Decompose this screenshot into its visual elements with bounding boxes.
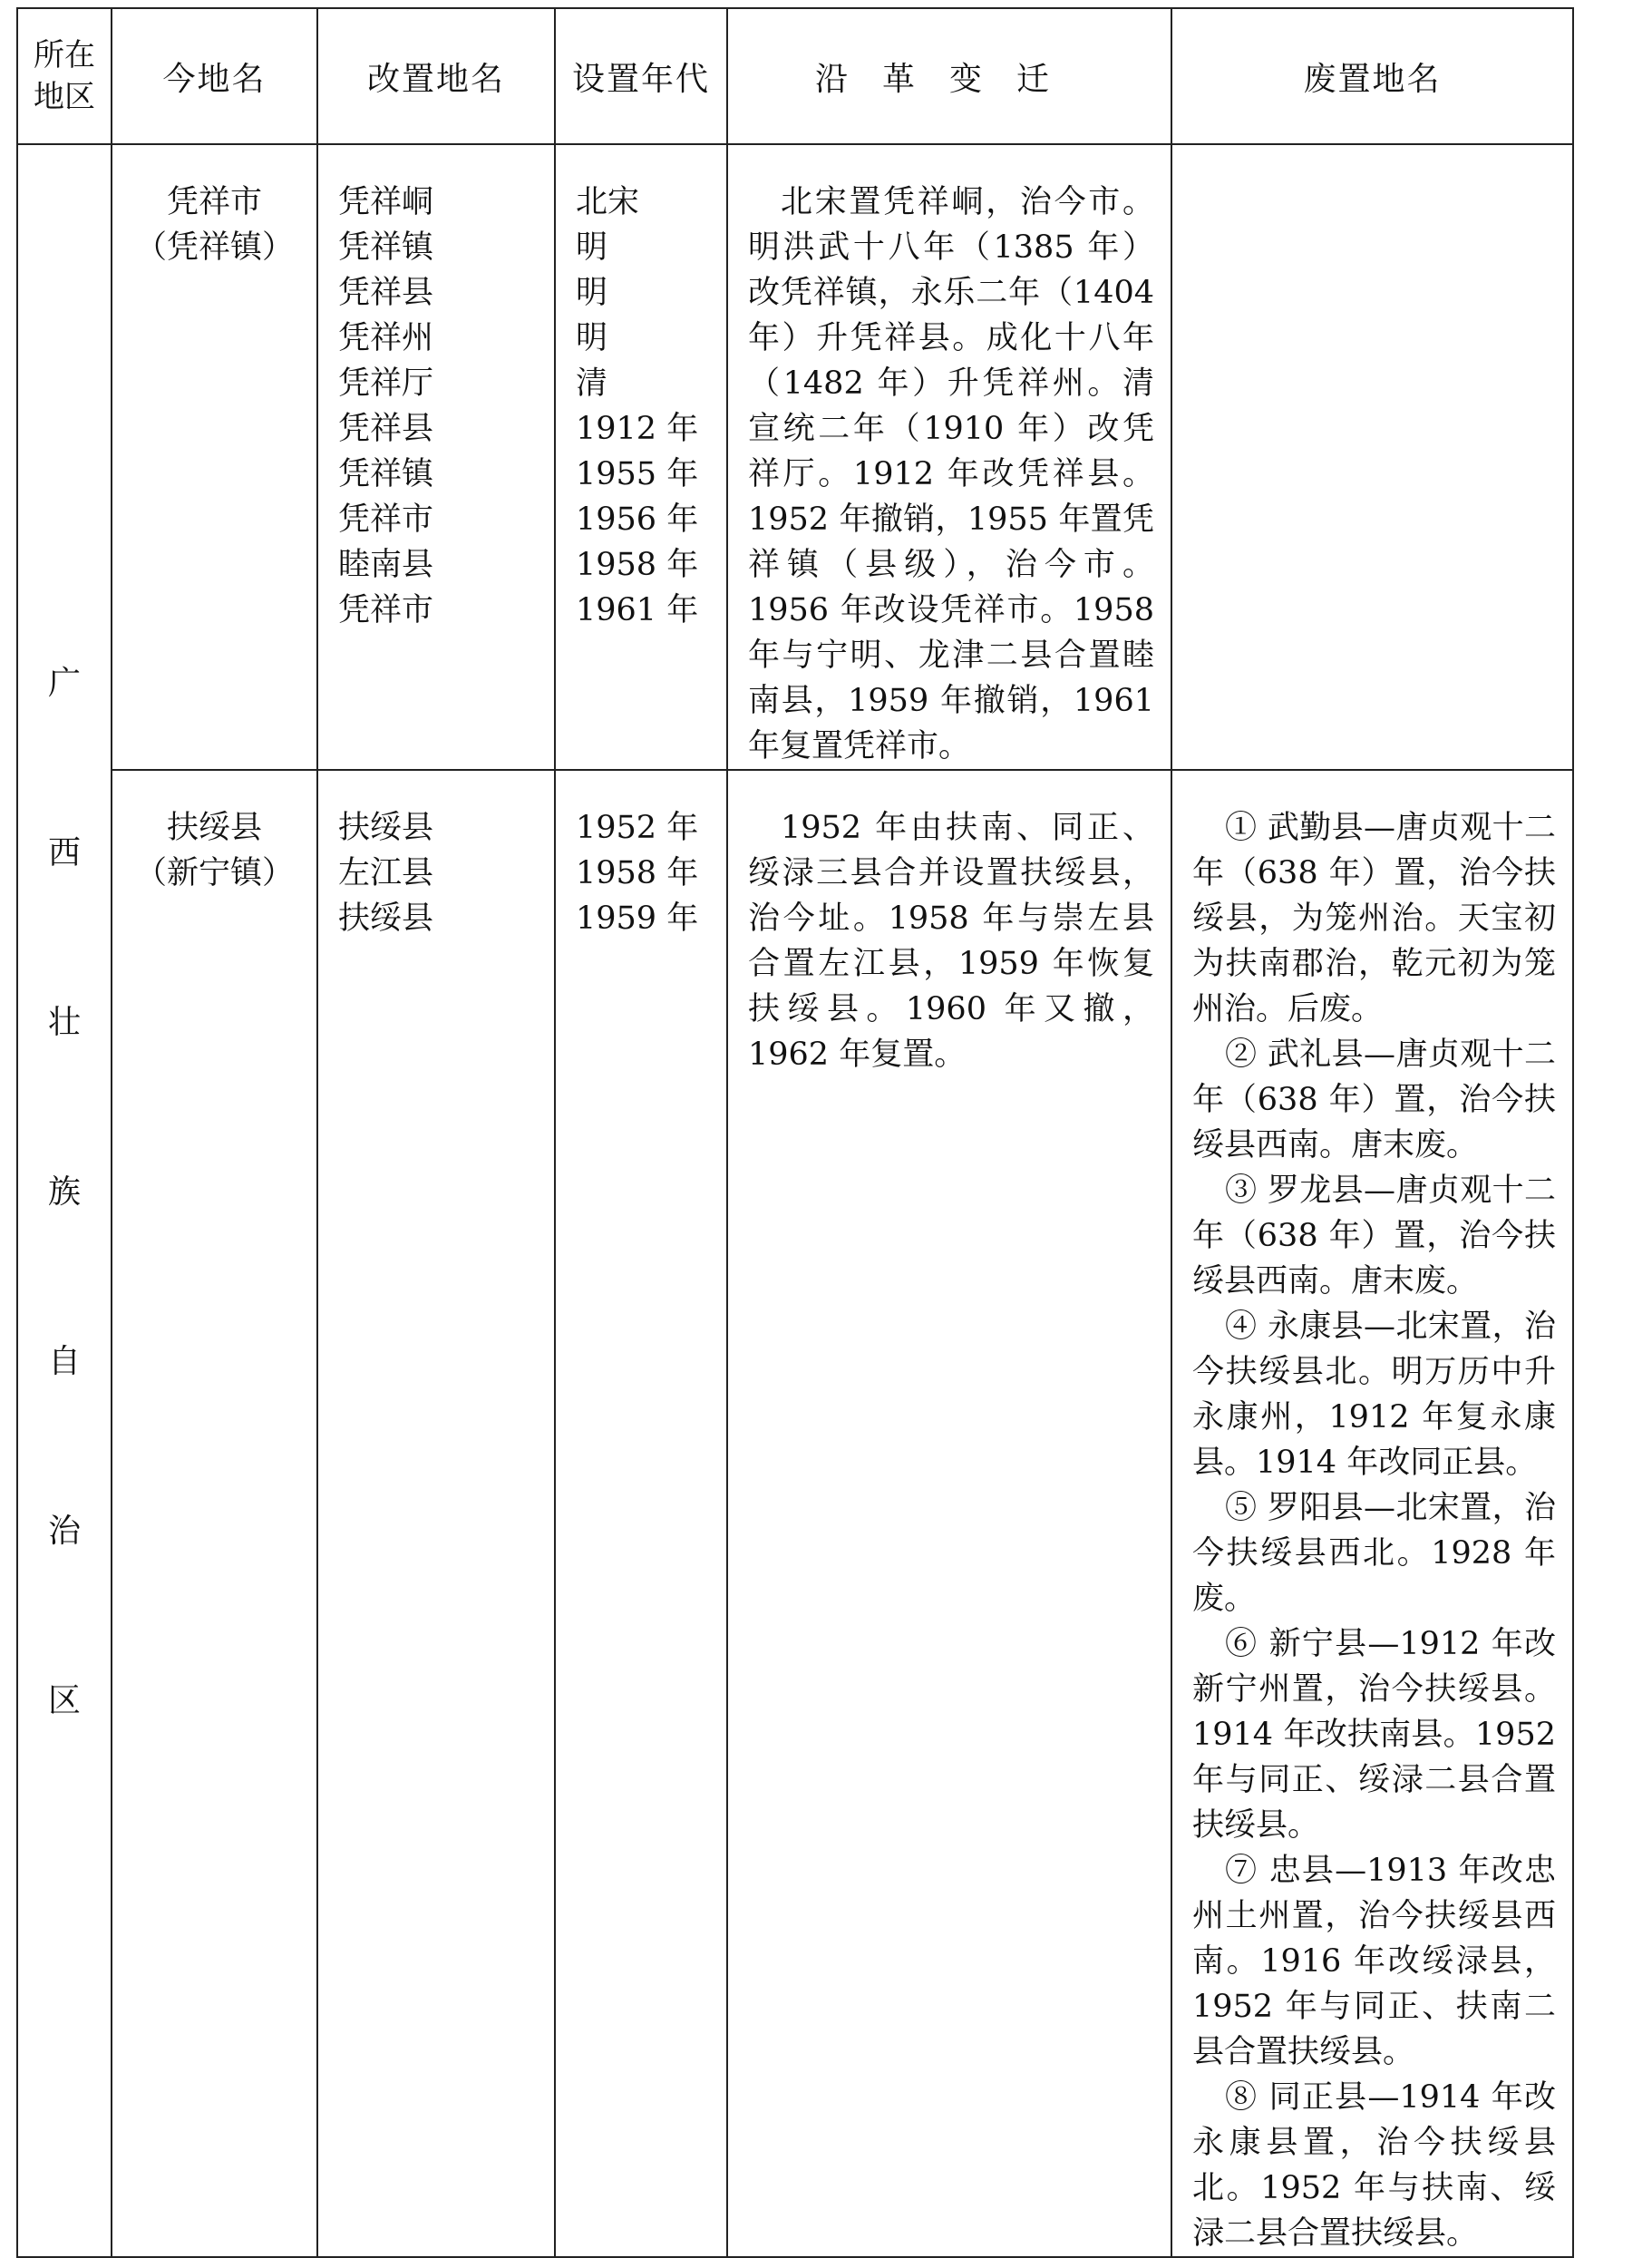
history-cell	[727, 144, 1171, 770]
region-char: 治	[47, 1512, 81, 1550]
region-char: 自	[47, 1342, 81, 1380]
era-entry: 1955 年	[576, 456, 699, 492]
abolished-entry: ⑧ 同正县—1914 年改永康县置，治今扶绥县北。1952 年与扶南、绥渌二县合置扶绥县。	[1192, 2079, 1556, 2252]
header-history: 沿革变迁	[727, 8, 1171, 144]
header-current-name: 今地名	[112, 8, 317, 144]
era-entry: 1912 年	[576, 411, 699, 447]
abolished-entry: ③ 罗龙县—唐贞观十二年（638 年）置，治今扶绥县西南。唐末废。	[1192, 1173, 1556, 1299]
current-name: 扶绥县	[166, 810, 262, 846]
region-char: 区	[47, 1681, 81, 1719]
renamed-entry: 凭祥厅	[338, 365, 434, 402]
era-entry: 1952 年	[576, 810, 699, 846]
header-abolished: 废置地名	[1171, 8, 1573, 144]
renamed-entry: 扶绥县	[338, 900, 434, 937]
era-entry: 北宋	[576, 184, 640, 220]
region-char: 族	[47, 1173, 81, 1211]
header-region-line-1: 所在	[34, 37, 95, 73]
current-name-cell	[112, 770, 317, 2257]
era-entry: 1956 年	[576, 501, 699, 538]
abolished-entry: ② 武礼县—唐贞观十二年（638 年）置，治今扶绥县西南。唐末废。	[1192, 1037, 1556, 1163]
era-entry: 明	[576, 229, 608, 266]
era-entry: 1961 年	[576, 592, 699, 628]
abolished-entry: ④ 永康县—北宋置，治今扶绥县北。明万历中升永康州，1912 年复永康县。1914 年改同正县。	[1192, 1309, 1556, 1481]
renamed-entry: 凭祥镇	[338, 456, 434, 492]
history-text: 1952 年由扶南、同正、绥渌三县合并设置扶绥县，治今址。1958 年与崇左县合置左江县，1959 年恢复扶绥县。1960 年又撤，1962 年复置。	[748, 810, 1154, 1073]
table-header-row	[17, 8, 1573, 144]
era-entry: 明	[576, 320, 608, 356]
history-cell	[727, 770, 1171, 2257]
renamed-entry: 凭祥县	[338, 411, 434, 447]
table-row	[17, 770, 1573, 2257]
history-text: 北宋置凭祥峒，治今市。明洪武十八年（1385 年）改凭祥镇，永乐二年（1404 年）升凭祥县。成化十八年（1482 年）升凭祥州。清宣统二年（1910 年）改凭祥厅。1912 年改凭祥县。1952 年撤销，1955 年置凭祥镇（县级），治今市。1956 年改设凭祥市。1958 年与宁明、龙津二县合置睦南县，1959 年撤销，1961 年复置凭祥市。	[748, 184, 1154, 764]
renamed-entry: 凭祥县	[338, 275, 434, 311]
region-cell	[17, 144, 112, 2257]
current-seat: （凭祥镇）	[134, 229, 294, 266]
header-era: 设置年代	[555, 8, 727, 144]
era-entry: 清	[576, 365, 608, 402]
abolished-entry: ⑦ 忠县—1913 年改忠州土州置，治今扶绥县西南。1916 年改绥渌县，1952 年与同正、扶南二县合置扶绥县。	[1192, 1853, 1556, 2070]
era-entry: 1958 年	[576, 855, 699, 891]
renamed-entry: 凭祥市	[338, 501, 434, 538]
abolished-entry: ⑥ 新宁县—1912 年改新宁州置，治今扶绥县。1914 年改扶南县。1952 年与同正、绥渌二县合置扶绥县。	[1192, 1626, 1556, 1844]
current-name: 凭祥市	[166, 184, 262, 220]
renamed-entry: 睦南县	[338, 547, 434, 583]
era-entry: 1958 年	[576, 547, 699, 583]
abolished-cell	[1171, 144, 1573, 770]
renamed-cell	[317, 770, 555, 2257]
abolished-cell	[1171, 770, 1573, 2257]
renamed-entry: 凭祥峒	[338, 184, 434, 220]
era-entry: 明	[576, 275, 608, 311]
region-vertical-text	[18, 599, 111, 1786]
era-cell	[555, 144, 727, 770]
region-char: 西	[47, 833, 81, 871]
renamed-entry: 扶绥县	[338, 810, 434, 846]
abolished-entry: ① 武勤县—唐贞观十二年（638 年）置，治今扶绥县，为笼州治。天宝初为扶南郡治，乾元初为笼州治。后废。	[1192, 810, 1556, 1027]
abolished-entry: ⑤ 罗阳县—北宋置，治今扶绥县西北。1928 年废。	[1192, 1490, 1556, 1617]
header-renamed: 改置地名	[317, 8, 555, 144]
era-entry: 1959 年	[576, 900, 699, 937]
renamed-entry: 左江县	[338, 855, 434, 891]
renamed-entry: 凭祥镇	[338, 229, 434, 266]
current-seat: （新宁镇）	[134, 855, 294, 891]
renamed-cell	[317, 144, 555, 770]
current-name-cell	[112, 144, 317, 770]
table-row	[17, 144, 1573, 770]
header-region-line-2: 地区	[34, 79, 95, 115]
region-char: 广	[47, 664, 81, 702]
renamed-entry: 凭祥州	[338, 320, 434, 356]
era-cell	[555, 770, 727, 2257]
region-char: 壮	[47, 1003, 81, 1041]
header-region	[17, 8, 112, 144]
gazetteer-page	[16, 7, 1572, 2252]
renamed-entry: 凭祥市	[338, 592, 434, 628]
place-name-table	[16, 7, 1574, 2258]
